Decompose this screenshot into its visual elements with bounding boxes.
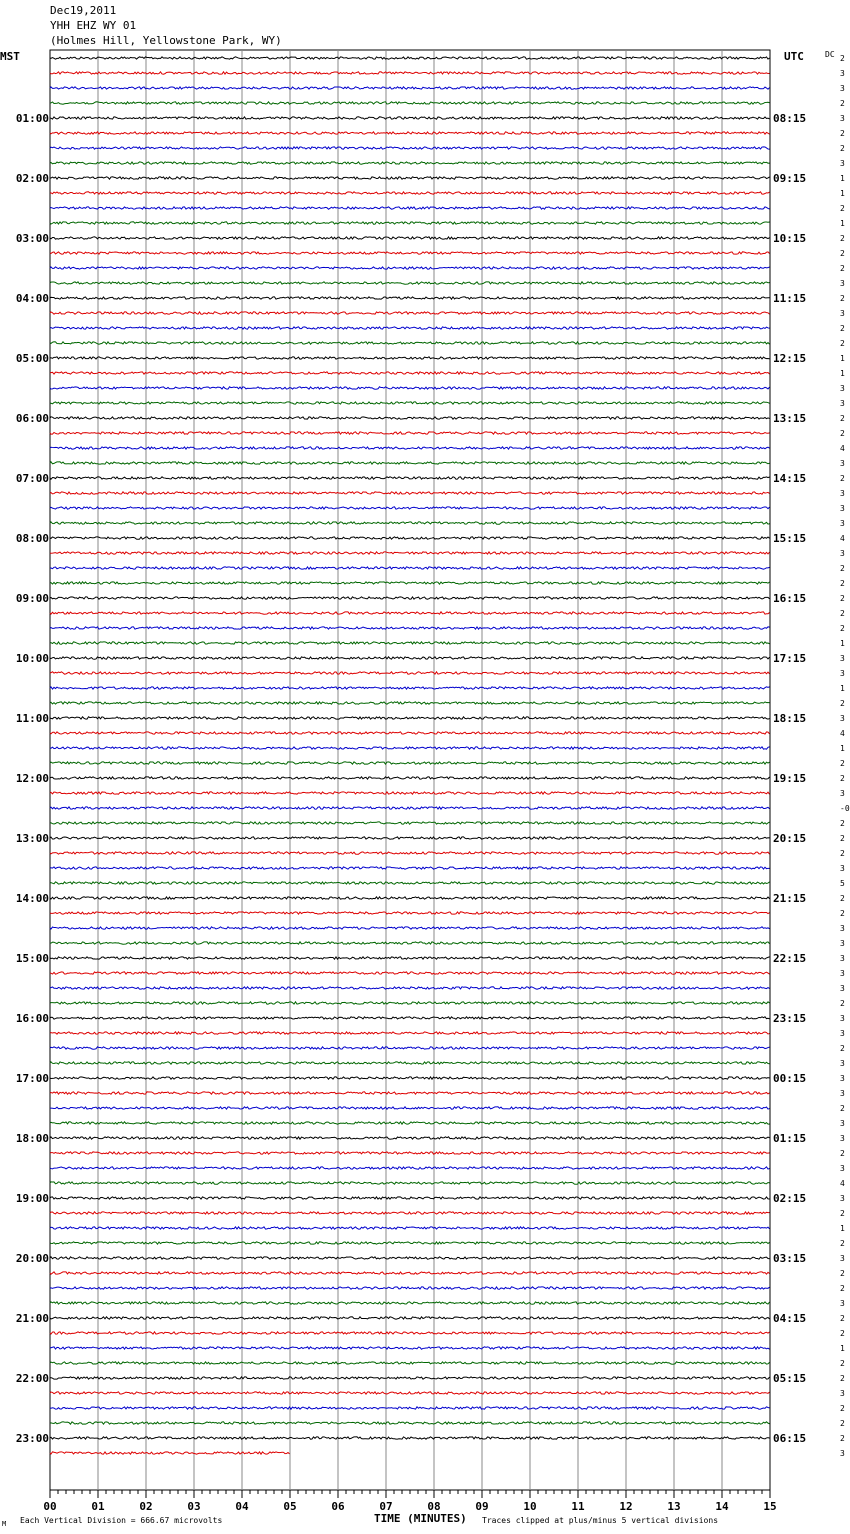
trace-line xyxy=(50,552,770,554)
trace-line xyxy=(50,147,770,149)
dc-value: 3 xyxy=(840,459,845,468)
dc-value: 3 xyxy=(840,279,845,288)
x-axis-label: TIME (MINUTES) xyxy=(374,1512,467,1525)
hour-label-left: 17:00 xyxy=(15,1072,49,1085)
x-tick-label: 13 xyxy=(667,1500,681,1513)
x-tick-label: 00 xyxy=(43,1500,57,1513)
trace-line xyxy=(50,837,770,839)
trace-line xyxy=(50,1407,770,1409)
trace-line xyxy=(50,807,770,809)
hour-label-right: 12:15 xyxy=(773,352,807,365)
dc-value: 3 xyxy=(840,669,845,678)
x-tick-label: 15 xyxy=(763,1500,777,1513)
dc-value: 2 xyxy=(840,909,845,918)
dc-value: 2 xyxy=(840,774,845,783)
trace-line xyxy=(50,777,770,779)
trace-line xyxy=(50,1062,770,1064)
hour-label-right: 13:15 xyxy=(773,412,807,425)
trace-line xyxy=(50,792,770,794)
dc-value: 1 xyxy=(840,639,845,648)
dc-value: 1 xyxy=(840,684,845,693)
dc-value: 2 xyxy=(840,54,845,63)
hour-label-left: 13:00 xyxy=(15,832,49,845)
trace-line xyxy=(50,942,770,944)
dc-value: 2 xyxy=(840,609,845,618)
trace-line xyxy=(50,417,770,419)
x-tick-label: 11 xyxy=(571,1500,585,1513)
trace-line xyxy=(50,1437,770,1439)
dc-value: 2 xyxy=(840,1149,845,1158)
dc-value: 3 xyxy=(840,1074,845,1083)
dc-value: 2 xyxy=(840,1239,845,1248)
trace-line xyxy=(50,72,770,74)
dc-value: 2 xyxy=(840,1104,845,1113)
trace-line xyxy=(50,342,770,344)
corner-mark: M xyxy=(2,1520,7,1528)
dc-value: 2 xyxy=(840,204,845,213)
trace-line xyxy=(50,1362,770,1364)
trace-line xyxy=(50,1152,770,1154)
dc-value: 2 xyxy=(840,564,845,573)
hour-label-right: 19:15 xyxy=(773,772,807,785)
trace-line xyxy=(50,522,770,524)
dc-value: 2 xyxy=(840,759,845,768)
hour-label-left: 21:00 xyxy=(15,1312,49,1325)
trace-line xyxy=(50,867,770,869)
hour-label-right: 10:15 xyxy=(773,232,807,245)
x-tick-label: 10 xyxy=(523,1500,537,1513)
dc-value: 3 xyxy=(840,1014,845,1023)
x-tick-label: 05 xyxy=(283,1500,297,1513)
dc-value: 1 xyxy=(840,369,845,378)
dc-value: 2 xyxy=(840,429,845,438)
trace-line xyxy=(50,1377,770,1379)
hour-label-right: 21:15 xyxy=(773,892,807,905)
dc-value: 3 xyxy=(840,1164,845,1173)
hour-label-right: 03:15 xyxy=(773,1252,807,1265)
hour-label-left: 10:00 xyxy=(15,652,49,665)
dc-value: 2 xyxy=(840,999,845,1008)
dc-value: 2 xyxy=(840,1284,845,1293)
trace-line xyxy=(50,582,770,584)
x-tick-label: 07 xyxy=(379,1500,393,1513)
dc-value: 2 xyxy=(840,264,845,273)
trace-line xyxy=(50,1317,770,1319)
dc-value: -0 xyxy=(840,804,850,813)
hour-label-left: 04:00 xyxy=(15,292,49,305)
dc-value: 3 xyxy=(840,1089,845,1098)
dc-value: 1 xyxy=(840,1224,845,1233)
dc-value: 1 xyxy=(840,744,845,753)
trace-line xyxy=(50,132,770,134)
trace-line xyxy=(50,267,770,269)
trace-line xyxy=(50,207,770,209)
dc-value: 3 xyxy=(840,1029,845,1038)
trace-line xyxy=(50,252,770,254)
dc-value: 1 xyxy=(840,219,845,228)
trace-line xyxy=(50,1047,770,1049)
station-label: YHH EHZ WY 01 xyxy=(50,19,137,32)
dc-value: 2 xyxy=(840,579,845,588)
trace-line xyxy=(50,852,770,854)
trace-line xyxy=(50,57,770,59)
trace-line xyxy=(50,1167,770,1169)
trace-line xyxy=(50,1077,770,1079)
dc-value: 3 xyxy=(840,519,845,528)
trace-line xyxy=(50,477,770,479)
trace-line xyxy=(50,102,770,104)
dc-value: 2 xyxy=(840,1404,845,1413)
hour-label-left: 15:00 xyxy=(15,952,49,965)
trace-line xyxy=(50,237,770,239)
dc-value: 2 xyxy=(840,1314,845,1323)
trace-line xyxy=(50,372,770,374)
trace-line xyxy=(50,627,770,629)
trace-line xyxy=(50,717,770,719)
hour-label-right: 16:15 xyxy=(773,592,807,605)
dc-value: 3 xyxy=(840,504,845,513)
dc-value: 3 xyxy=(840,1449,845,1458)
location-label: (Holmes Hill, Yellowstone Park, WY) xyxy=(50,34,282,47)
trace-line xyxy=(50,387,770,389)
trace-line xyxy=(50,657,770,659)
hour-label-right: 18:15 xyxy=(773,712,807,725)
trace-line xyxy=(50,1032,770,1034)
hour-label-left: 11:00 xyxy=(15,712,49,725)
dc-value: 4 xyxy=(840,534,845,543)
trace-line xyxy=(50,1257,770,1259)
dc-value: 3 xyxy=(840,654,845,663)
trace-line xyxy=(50,1242,770,1244)
trace-line xyxy=(50,297,770,299)
dc-value: 4 xyxy=(840,1179,845,1188)
trace-line xyxy=(50,402,770,404)
trace-line xyxy=(50,1107,770,1109)
dc-value: 3 xyxy=(840,969,845,978)
trace-line xyxy=(50,1347,770,1349)
dc-value: 3 xyxy=(840,399,845,408)
dc-value: 4 xyxy=(840,729,845,738)
x-tick-label: 03 xyxy=(187,1500,201,1513)
hour-label-left: 09:00 xyxy=(15,592,49,605)
trace-line xyxy=(50,987,770,989)
trace-line xyxy=(50,612,770,614)
trace-line xyxy=(50,162,770,164)
trace-line xyxy=(50,282,770,284)
x-tick-label: 04 xyxy=(235,1500,249,1513)
trace-line xyxy=(50,672,770,674)
dc-value: 3 xyxy=(840,939,845,948)
dc-value: 2 xyxy=(840,474,845,483)
hour-label-right: 05:15 xyxy=(773,1372,807,1385)
hour-label-right: 15:15 xyxy=(773,532,807,545)
dc-value: 2 xyxy=(840,849,845,858)
trace-line xyxy=(50,87,770,89)
dc-value: 3 xyxy=(840,114,845,123)
trace-line xyxy=(50,537,770,539)
hour-label-left: 03:00 xyxy=(15,232,49,245)
dc-value: 2 xyxy=(840,834,845,843)
dc-value: 2 xyxy=(840,414,845,423)
x-tick-label: 14 xyxy=(715,1500,729,1513)
trace-line xyxy=(50,912,770,914)
dc-value: 2 xyxy=(840,1329,845,1338)
x-tick-label: 02 xyxy=(139,1500,153,1513)
trace-line xyxy=(50,567,770,569)
trace-line xyxy=(50,882,770,884)
trace-line xyxy=(50,897,770,899)
dc-value: 3 xyxy=(840,489,845,498)
trace-line xyxy=(50,222,770,224)
dc-value: 3 xyxy=(840,1389,845,1398)
hour-label-left: 02:00 xyxy=(15,172,49,185)
dc-value: 3 xyxy=(840,1119,845,1128)
hour-label-right: 06:15 xyxy=(773,1432,807,1445)
trace-line xyxy=(50,1302,770,1304)
trace-line xyxy=(50,327,770,329)
x-tick-label: 09 xyxy=(475,1500,489,1513)
trace-line xyxy=(50,117,770,119)
left-timezone-label: MST xyxy=(0,50,20,63)
dc-value: 3 xyxy=(840,714,845,723)
dc-value: 2 xyxy=(840,894,845,903)
dc-value: 2 xyxy=(840,249,845,258)
dc-value: 3 xyxy=(840,924,845,933)
dc-value: 2 xyxy=(840,144,845,153)
hour-label-left: 05:00 xyxy=(15,352,49,365)
trace-line xyxy=(50,1092,770,1094)
trace-line xyxy=(50,1332,770,1334)
dc-value: 2 xyxy=(840,1044,845,1053)
trace-line xyxy=(50,1137,770,1139)
trace-line xyxy=(50,1002,770,1004)
hour-label-right: 08:15 xyxy=(773,112,807,125)
trace-line xyxy=(50,957,770,959)
dc-value: 3 xyxy=(840,549,845,558)
dc-value: 3 xyxy=(840,84,845,93)
dc-value: 3 xyxy=(840,789,845,798)
dc-value: 3 xyxy=(840,1194,845,1203)
dc-value: 3 xyxy=(840,309,845,318)
dc-value: 2 xyxy=(840,1269,845,1278)
trace-line xyxy=(50,1287,770,1289)
trace-line xyxy=(50,1212,770,1214)
hour-label-right: 17:15 xyxy=(773,652,807,665)
hour-label-right: 14:15 xyxy=(773,472,807,485)
trace-line xyxy=(50,687,770,689)
dc-value: 2 xyxy=(840,339,845,348)
trace-line xyxy=(50,732,770,734)
dc-column-label: DC xyxy=(825,50,835,59)
hour-label-right: 09:15 xyxy=(773,172,807,185)
hour-label-left: 19:00 xyxy=(15,1192,49,1205)
hour-label-left: 23:00 xyxy=(15,1432,49,1445)
trace-line xyxy=(50,432,770,434)
trace-line xyxy=(50,1017,770,1019)
dc-value: 2 xyxy=(840,324,845,333)
hour-label-right: 00:15 xyxy=(773,1072,807,1085)
vertical-division-note: Each Vertical Division = 666.67 microvolts xyxy=(20,1516,223,1525)
dc-value: 3 xyxy=(840,1134,845,1143)
hour-label-left: 07:00 xyxy=(15,472,49,485)
trace-line xyxy=(50,972,770,974)
hour-label-left: 06:00 xyxy=(15,412,49,425)
trace-line xyxy=(50,1272,770,1274)
clip-note: Traces clipped at plus/minus 5 vertical divisions xyxy=(482,1516,719,1525)
dc-value: 2 xyxy=(840,99,845,108)
dc-value: 2 xyxy=(840,1419,845,1428)
dc-value: 2 xyxy=(840,699,845,708)
trace-line xyxy=(50,642,770,644)
dc-value: 1 xyxy=(840,1344,845,1353)
dc-value: 2 xyxy=(840,294,845,303)
hour-label-right: 23:15 xyxy=(773,1012,807,1025)
dc-value: 1 xyxy=(840,189,845,198)
hour-label-left: 18:00 xyxy=(15,1132,49,1145)
dc-value: 2 xyxy=(840,1374,845,1383)
trace-line xyxy=(50,462,770,464)
dc-value: 3 xyxy=(840,1254,845,1263)
hour-label-left: 12:00 xyxy=(15,772,49,785)
x-tick-label: 06 xyxy=(331,1500,345,1513)
dc-value: 5 xyxy=(840,879,845,888)
dc-value: 3 xyxy=(840,384,845,393)
trace-line xyxy=(50,1452,290,1454)
dc-value: 2 xyxy=(840,624,845,633)
trace-line xyxy=(50,1422,770,1424)
x-tick-label: 01 xyxy=(91,1500,105,1513)
dc-value: 3 xyxy=(840,984,845,993)
hour-label-left: 22:00 xyxy=(15,1372,49,1385)
trace-line xyxy=(50,1227,770,1229)
hour-label-left: 08:00 xyxy=(15,532,49,545)
dc-value: 4 xyxy=(840,444,845,453)
trace-line xyxy=(50,1392,770,1394)
trace-line xyxy=(50,927,770,929)
trace-line xyxy=(50,507,770,509)
hour-label-left: 16:00 xyxy=(15,1012,49,1025)
dc-value: 3 xyxy=(840,1299,845,1308)
hour-label-left: 20:00 xyxy=(15,1252,49,1265)
hour-label-right: 22:15 xyxy=(773,952,807,965)
dc-value: 1 xyxy=(840,174,845,183)
hour-label-left: 14:00 xyxy=(15,892,49,905)
dc-value: 2 xyxy=(840,819,845,828)
dc-value: 3 xyxy=(840,1059,845,1068)
trace-line xyxy=(50,702,770,704)
right-timezone-label: UTC xyxy=(784,50,804,63)
hour-label-right: 20:15 xyxy=(773,832,807,845)
trace-line xyxy=(50,1182,770,1184)
dc-value: 2 xyxy=(840,1359,845,1368)
trace-line xyxy=(50,192,770,194)
trace-line xyxy=(50,177,770,179)
hour-label-right: 02:15 xyxy=(773,1192,807,1205)
dc-value: 3 xyxy=(840,864,845,873)
hour-label-right: 11:15 xyxy=(773,292,807,305)
dc-value: 2 xyxy=(840,129,845,138)
dc-value: 2 xyxy=(840,234,845,243)
trace-line xyxy=(50,492,770,494)
dc-value: 3 xyxy=(840,159,845,168)
x-tick-label: 08 xyxy=(427,1500,441,1513)
trace-line xyxy=(50,357,770,359)
trace-line xyxy=(50,822,770,824)
dc-value: 2 xyxy=(840,1209,845,1218)
trace-line xyxy=(50,1122,770,1124)
hour-label-right: 01:15 xyxy=(773,1132,807,1145)
trace-line xyxy=(50,597,770,599)
dc-value: 2 xyxy=(840,594,845,603)
hour-label-left: 01:00 xyxy=(15,112,49,125)
dc-value: 3 xyxy=(840,954,845,963)
trace-line xyxy=(50,747,770,749)
hour-label-right: 04:15 xyxy=(773,1312,807,1325)
trace-line xyxy=(50,1197,770,1199)
trace-line xyxy=(50,447,770,449)
plot-title: Dec19,2011 xyxy=(50,4,117,17)
dc-value: 3 xyxy=(840,69,845,78)
dc-value: 2 xyxy=(840,1434,845,1443)
trace-line xyxy=(50,312,770,314)
x-tick-label: 12 xyxy=(619,1500,633,1513)
trace-line xyxy=(50,762,770,764)
dc-value: 1 xyxy=(840,354,845,363)
